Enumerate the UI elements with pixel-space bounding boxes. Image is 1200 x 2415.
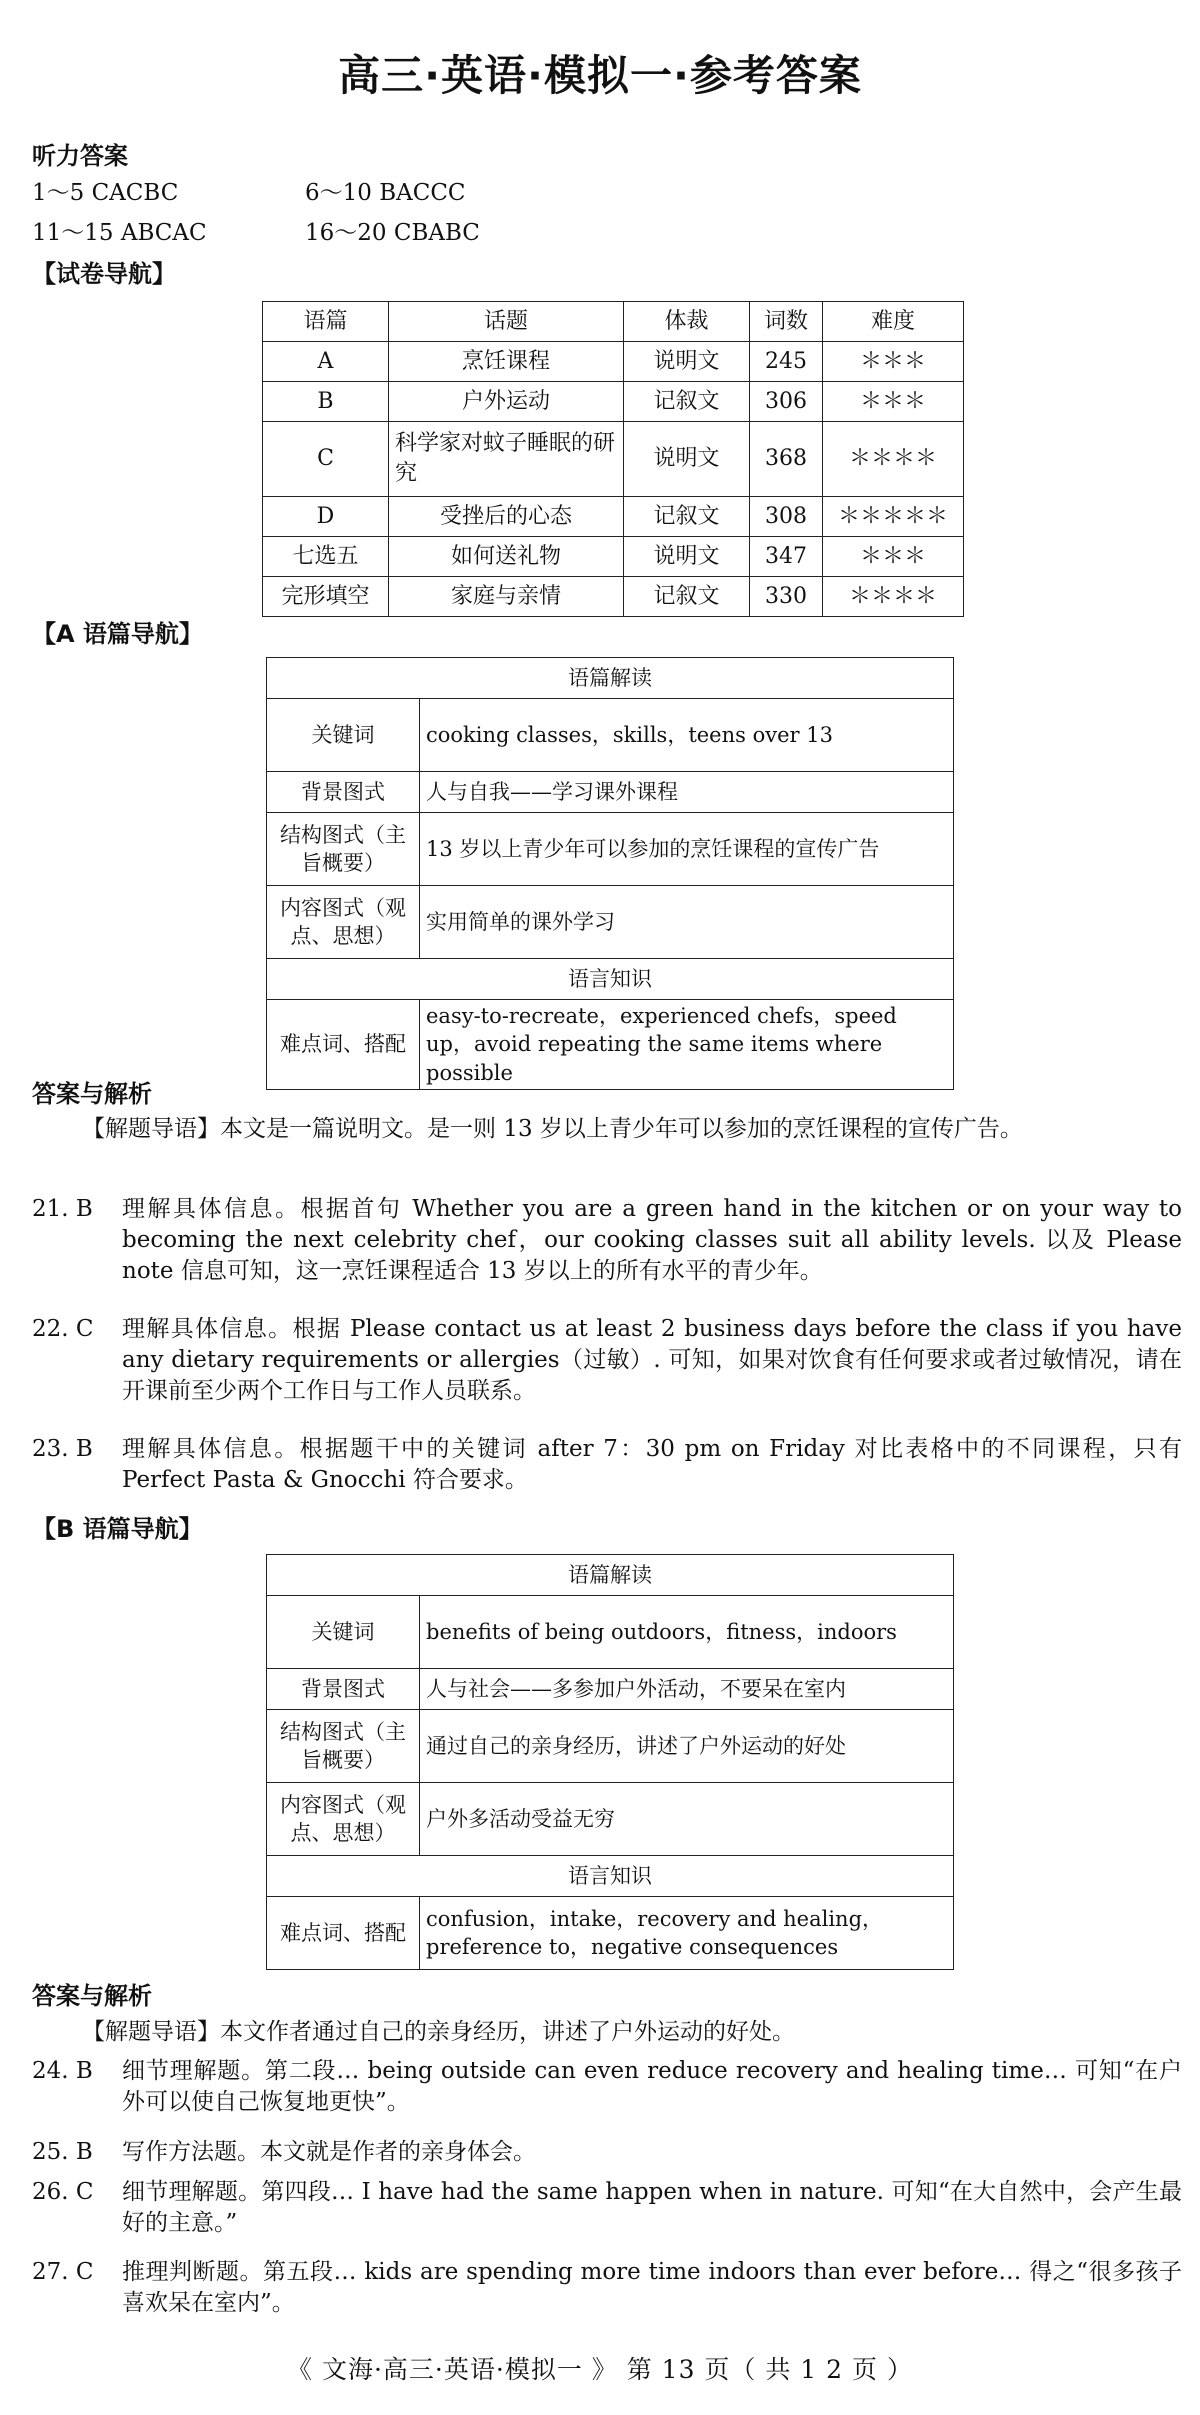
difficulty-stars: ＊＊＊	[823, 342, 964, 382]
table-cell: 说明文	[624, 422, 750, 497]
page-title: 高三·英语·模拟一·参考答案	[338, 51, 862, 100]
table-cell: 245	[750, 342, 823, 382]
listening-answers-1-5: 1～5 CACBC	[32, 180, 179, 206]
table-cell: 户外运动	[389, 382, 624, 422]
question-number: 25. B	[32, 2139, 93, 2165]
keywords-label: 关键词	[267, 1596, 420, 1669]
keywords-value: cooking classes，skills，teens over 13	[420, 699, 954, 772]
background-label: 背景图式	[267, 1669, 420, 1710]
question-number: 21. B	[32, 1196, 93, 1222]
table-cell: B	[263, 382, 389, 422]
passage-a-answers-heading: 答案与解析	[32, 1080, 152, 1108]
reading-header: 语篇解读	[267, 658, 954, 699]
table-cell: D	[263, 497, 389, 537]
table-cell: 七选五	[263, 537, 389, 577]
answer-item	[32, 1194, 1182, 1287]
difficult-words-label: 难点词、搭配	[267, 1897, 420, 1970]
table-row	[263, 537, 964, 577]
table-cell: 完形填空	[263, 577, 389, 617]
table-cell: 说明文	[624, 342, 750, 382]
table-cell: 记叙文	[624, 497, 750, 537]
table-cell: 347	[750, 537, 823, 577]
column-header: 词数	[750, 302, 823, 342]
answer-explanation: 推理判断题。第五段… kids are spending more time indoors than ever before… 得之“很多孩子喜欢呆在室内”。	[122, 2259, 1182, 2317]
difficulty-stars: ＊＊＊＊	[823, 577, 964, 617]
passage-a-reading-table	[266, 657, 954, 1090]
difficult-words-label: 难点词、搭配	[267, 1000, 420, 1090]
keywords-value: benefits of being outdoors，fitness，indoors	[420, 1596, 954, 1669]
paper-navigation-heading: 【试卷导航】	[32, 260, 176, 288]
content-value: 实用简单的课外学习	[420, 886, 954, 959]
table-cell: 368	[750, 422, 823, 497]
background-value: 人与自我——学习课外课程	[420, 772, 954, 813]
table-row	[263, 342, 964, 382]
answer-item	[32, 2137, 1182, 2168]
passage-b-reading-table	[266, 1554, 954, 1970]
answer-explanation: 理解具体信息。根据 Please contact us at least 2 business days before the class if you have any dietary requirements or allergies（过敏）. 可知，如果对饮食有任何要求或者过敏情况，请在开课前至少两个工作日与工作人员联系。	[122, 1316, 1182, 1405]
answer-explanation: 细节理解题。第四段… I have had the same happen when in nature. 可知“在大自然中，会产生最好的主意。”	[122, 2179, 1182, 2237]
background-value: 人与社会——多参加户外活动，不要呆在室内	[420, 1669, 954, 1710]
table-cell: 记叙文	[624, 382, 750, 422]
difficult-words-value: easy-to-recreate，experienced chefs，speed up，avoid repeating the same items where possible	[420, 1000, 954, 1090]
table-cell: 说明文	[624, 537, 750, 577]
answer-item	[32, 2056, 1182, 2118]
column-header: 话题	[389, 302, 624, 342]
difficulty-stars: ＊＊＊＊	[823, 422, 964, 497]
table-cell: 受挫后的心态	[389, 497, 624, 537]
difficulty-stars: ＊＊＊	[823, 382, 964, 422]
answer-item	[32, 1314, 1182, 1407]
structure-label: 结构图式（主旨概要）	[267, 1710, 420, 1783]
table-row	[263, 577, 964, 617]
question-number: 24. B	[32, 2058, 93, 2084]
table-row	[263, 497, 964, 537]
column-header: 体裁	[624, 302, 750, 342]
structure-value: 13 岁以上青少年可以参加的烹饪课程的宣传广告	[420, 813, 954, 886]
keywords-label: 关键词	[267, 699, 420, 772]
question-number: 22. C	[32, 1316, 94, 1342]
answer-explanation: 细节理解题。第二段… being outside can even reduce recovery and healing time… 可知“在户外可以使自己恢复地更快”。	[122, 2058, 1182, 2116]
table-cell: 烹饪课程	[389, 342, 624, 382]
language-header: 语言知识	[267, 1856, 954, 1897]
passage-a-heading: 【A 语篇导航】	[32, 620, 203, 648]
table-cell: 306	[750, 382, 823, 422]
listening-answers-6-10: 6～10 BACCC	[305, 180, 466, 206]
table-cell: A	[263, 342, 389, 382]
listening-answers-11-15: 11～15 ABCAC	[32, 220, 207, 246]
table-cell: 科学家对蚊子睡眠的研究	[389, 422, 624, 497]
content-value: 户外多活动受益无穷	[420, 1783, 954, 1856]
listening-heading: 听力答案	[32, 142, 128, 170]
structure-label: 结构图式（主旨概要）	[267, 813, 420, 886]
answer-explanation: 理解具体信息。根据首句 Whether you are a green hand in the kitchen or on your way to becoming the next celebrity chef，our cooking classes suit all ability levels. 以及 Please note 信息可知，这一烹饪课程适合 13 岁以上的所有水平的青少年。	[122, 1196, 1182, 1285]
table-header-row	[263, 302, 964, 342]
passage-a-guide: 【解题导语】本文是一篇说明文。是一则 13 岁以上青少年可以参加的烹饪课程的宣传广告。	[82, 1116, 1023, 1142]
difficulty-stars: ＊＊＊	[823, 537, 964, 577]
answer-item	[32, 1434, 1182, 1496]
table-cell: 如何送礼物	[389, 537, 624, 577]
column-header: 语篇	[263, 302, 389, 342]
passage-b-heading: 【B 语篇导航】	[32, 1515, 203, 1543]
language-header: 语言知识	[267, 959, 954, 1000]
answer-item	[32, 2257, 1182, 2319]
table-cell: 330	[750, 577, 823, 617]
table-row	[263, 382, 964, 422]
table-cell: 家庭与亲情	[389, 577, 624, 617]
answer-explanation: 写作方法题。本文就是作者的亲身体会。	[122, 2139, 536, 2165]
column-header: 难度	[823, 302, 964, 342]
passage-b-guide: 【解题导语】本文作者通过自己的亲身经历，讲述了户外运动的好处。	[82, 2019, 795, 2045]
table-cell: C	[263, 422, 389, 497]
background-label: 背景图式	[267, 772, 420, 813]
table-row	[263, 422, 964, 497]
listening-answers-16-20: 16～20 CBABC	[305, 220, 480, 246]
table-cell: 记叙文	[624, 577, 750, 617]
structure-value: 通过自己的亲身经历，讲述了户外运动的好处	[420, 1710, 954, 1783]
difficulty-stars: ＊＊＊＊＊	[823, 497, 964, 537]
table-cell: 308	[750, 497, 823, 537]
paper-navigation-table	[262, 301, 964, 617]
answer-explanation: 理解具体信息。根据题干中的关键词 after 7：30 pm on Friday 对比表格中的不同课程，只有 Perfect Pasta & Gnocchi 符合要求。	[122, 1436, 1182, 1494]
content-label: 内容图式（观点、思想）	[267, 1783, 420, 1856]
passage-b-answers-heading: 答案与解析	[32, 1982, 152, 2010]
question-number: 26. C	[32, 2179, 94, 2205]
difficult-words-value: confusion，intake，recovery and healing，preference to，negative consequences	[420, 1897, 954, 1970]
question-number: 23. B	[32, 1436, 93, 1462]
answer-item	[32, 2177, 1182, 2239]
content-label: 内容图式（观点、思想）	[267, 886, 420, 959]
reading-header: 语篇解读	[267, 1555, 954, 1596]
question-number: 27. C	[32, 2259, 94, 2285]
page-footer: 《 文海·高三·英语·模拟一 》 第 13 页（ 共 1 2 页 ）	[287, 2355, 913, 2384]
